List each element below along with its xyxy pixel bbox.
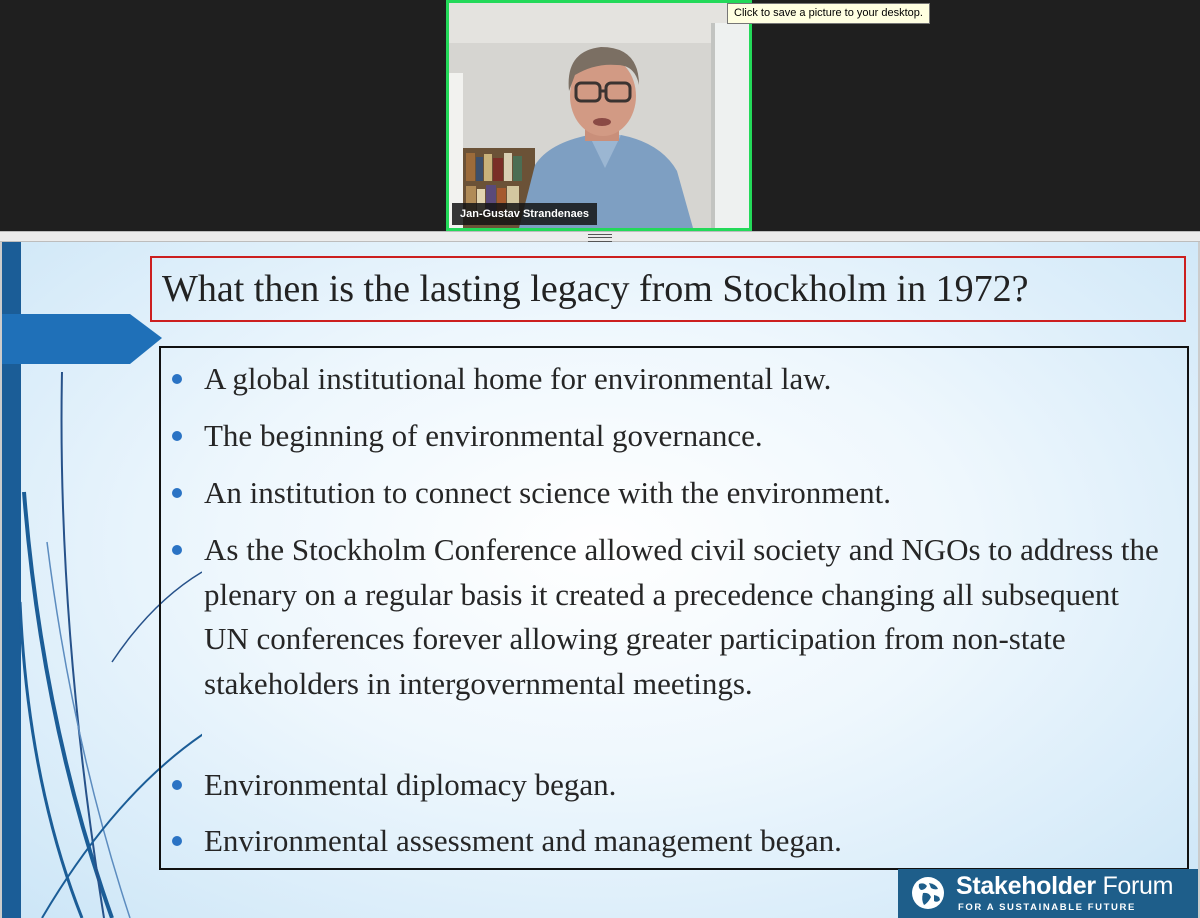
bullet-text: Environmental diplomacy began. bbox=[204, 767, 617, 802]
slide-content-box bbox=[159, 346, 1189, 870]
save-picture-tooltip: Click to save a picture to your desktop. bbox=[727, 3, 930, 24]
arrow-tab-shape bbox=[2, 314, 162, 364]
video-strip bbox=[0, 0, 1200, 233]
bullet-dot-icon bbox=[172, 488, 182, 498]
slide-title: What then is the lasting legacy from Stockholm in 1972? bbox=[150, 256, 1186, 322]
bullet-dot-icon bbox=[172, 374, 182, 384]
bullet-dot-icon bbox=[172, 780, 182, 790]
bullet-text: An institution to connect science with the environment. bbox=[204, 475, 892, 510]
bullet-text: A global institutional home for environmental law. bbox=[204, 361, 832, 396]
panel-resize-divider[interactable] bbox=[0, 231, 1200, 242]
participant-video-image bbox=[449, 3, 749, 228]
bullet-dot-icon bbox=[172, 431, 182, 441]
logo-name-bold: Stakeholder bbox=[956, 872, 1096, 900]
participant-name-label: Jan-Gustav Strandenaes bbox=[452, 203, 597, 225]
bullet-text: The beginning of environmental governance. bbox=[204, 418, 763, 453]
logo-tagline: FOR A SUSTAINABLE FUTURE bbox=[958, 902, 1136, 913]
logo-title bbox=[956, 872, 1173, 901]
participant-video-tile[interactable] bbox=[446, 0, 752, 231]
bullet-text: As the Stockholm Conference allowed civil society and NGOs to address the plenary on a regular basis it created a precedence changing all subsequent UN conferences forever allowing greater participation from non-state stakeholders in intergovernmental meetings. bbox=[204, 532, 1159, 701]
bullet-text: Environmental assessment and management began. bbox=[204, 823, 842, 858]
logo-name-light: Forum bbox=[1095, 872, 1174, 900]
globe-icon bbox=[910, 875, 946, 911]
stakeholder-forum-logo bbox=[898, 869, 1200, 918]
shared-presentation-slide bbox=[0, 242, 1200, 918]
resize-grip-icon[interactable] bbox=[588, 234, 612, 242]
bullet-dot-icon bbox=[172, 836, 182, 846]
bullet-dot-icon bbox=[172, 545, 182, 555]
